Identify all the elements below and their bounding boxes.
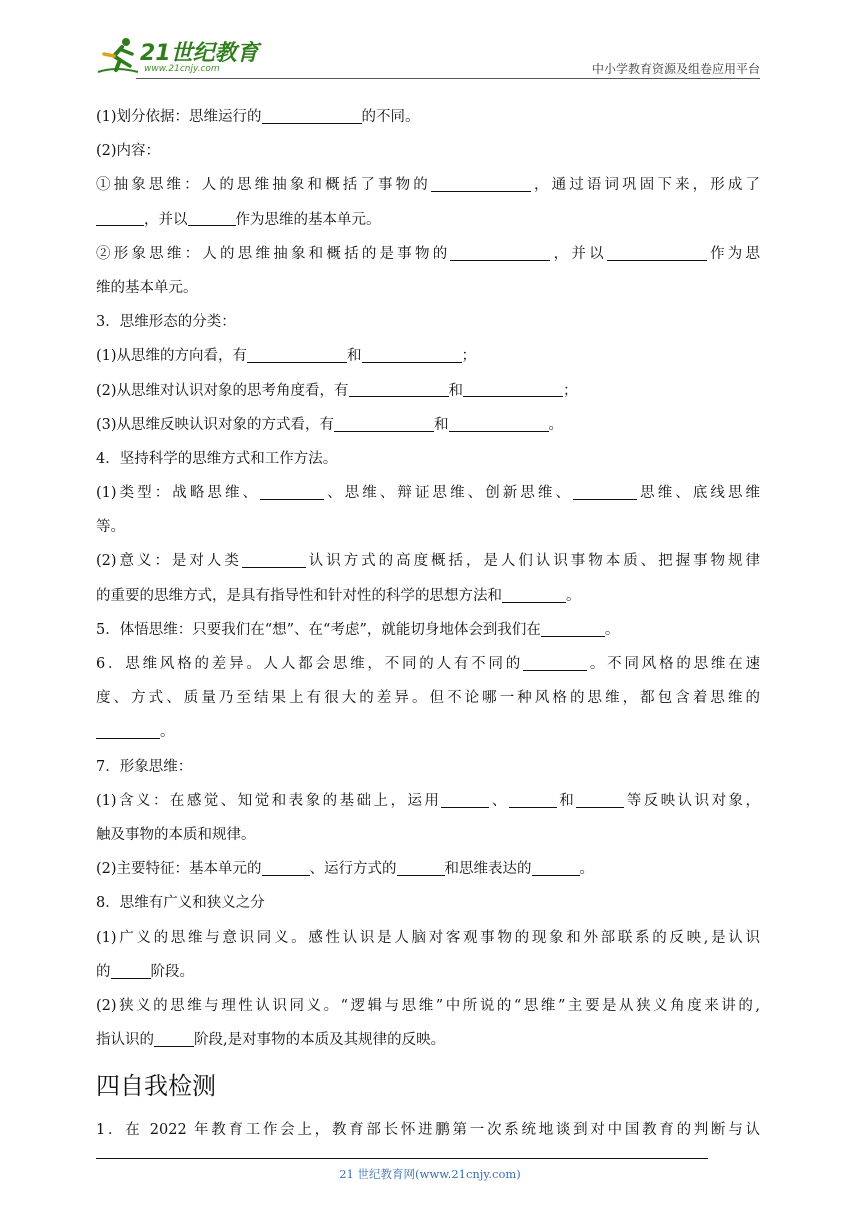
line-text: (1)广义的思维与意识同义。感性认识是人脑对客观事物的现象和外部联系的反映,是认识 [96, 929, 760, 946]
text-line [96, 203, 760, 237]
line-text: ； [563, 382, 578, 399]
runner-logo-icon [96, 36, 140, 76]
text-line [96, 715, 760, 749]
fill-in-blank [431, 175, 531, 193]
text-line [96, 955, 760, 989]
line-text: 的 [96, 963, 111, 980]
text-line [96, 374, 760, 408]
fill-in-blank [509, 790, 557, 808]
text-line [96, 989, 760, 1023]
line-text: (2)狭义的思维与理性认识同义。“逻辑与思维”中所说的“思维”主要是从狭义角度来讲的, [96, 997, 760, 1014]
page-header [96, 30, 760, 82]
knowledge-lines [96, 100, 760, 1057]
fill-in-blank [502, 585, 566, 603]
fill-in-blank [247, 346, 347, 364]
fill-in-blank [260, 482, 324, 500]
line-text: 和思维表达的 [444, 861, 532, 878]
fill-in-blank [449, 414, 549, 432]
line-text: ，通过语词巩固下来，形成了 [530, 177, 760, 194]
line-text: 阶段,是对事物的本质及其规律的反映。 [194, 1032, 446, 1049]
line-text: 。 [566, 587, 581, 604]
fill-in-blank [573, 482, 637, 500]
fill-in-blank [362, 346, 462, 364]
header-divider [136, 78, 760, 79]
footer-divider [96, 1158, 708, 1159]
text-line [96, 237, 760, 271]
text-line [96, 510, 760, 544]
fill-in-blank [463, 380, 563, 398]
fill-in-blank [262, 106, 362, 124]
line-text: 。 [579, 861, 595, 878]
line-text: (3)从思维反映认识对象的方式看，有 [96, 416, 335, 433]
line-text: 维的基本单元。 [96, 279, 198, 296]
fill-in-blank [541, 619, 605, 637]
logo-url: www.21cnjy.com [144, 64, 220, 74]
line-text: 思维、底线思维 [637, 485, 761, 502]
line-text: 的不同。 [361, 109, 420, 125]
fill-in-blank [188, 209, 236, 227]
text-line [96, 579, 760, 613]
text-line [96, 1023, 760, 1057]
fill-in-blank [154, 1029, 194, 1047]
line-text: (2)意义：是对人类 [96, 553, 242, 570]
fill-in-blank [96, 209, 144, 227]
line-text: 、运行方式的 [309, 861, 397, 878]
fill-in-blank [450, 243, 550, 261]
fill-in-blank [111, 961, 151, 979]
line-text: 和 [347, 348, 362, 365]
line-text: (1)从思维的方向看，有 [96, 348, 248, 365]
line-text: 6．思维风格的差异。人人都会思维，不同的人有不同的 [96, 656, 524, 672]
section-heading: 四自我检测 [96, 1072, 216, 1101]
line-text: 和 [434, 416, 449, 433]
text-line [96, 544, 760, 578]
line-text: 作为思维的基本单元。 [235, 211, 381, 228]
text-line [96, 271, 760, 305]
line-text: (1)类型：战略思维、 [96, 485, 261, 502]
text-line [96, 613, 760, 647]
line-text: 和 [556, 792, 577, 809]
line-text: (2)主要特征：基本单元的 [96, 861, 262, 878]
text-line [96, 681, 760, 715]
text-line [96, 784, 760, 818]
line-text: 1．在 2022 年教育工作会上，教育部长怀进鹏第一次系统地谈到对中国教育的判断与认 [96, 1122, 760, 1139]
fill-in-blank [607, 243, 707, 261]
fill-in-blank [532, 858, 580, 876]
fill-in-blank [441, 790, 489, 808]
line-text: 触及事物的本质和规律。 [96, 826, 256, 843]
line-text: 。 [160, 724, 175, 741]
line-text: 和 [448, 382, 464, 399]
fill-in-blank [349, 380, 449, 398]
line-text: (1)含义：在感觉、知觉和表象的基础上，运用 [96, 792, 442, 809]
line-text: 指认识的 [96, 1032, 154, 1049]
text-line [96, 305, 760, 339]
line-text: 的重要的思维方式，是具有指导性和针对性的科学的思想方法和 [96, 587, 502, 604]
text-line [96, 921, 760, 955]
line-text: 、 [489, 792, 509, 809]
text-line [96, 168, 760, 202]
text-line [96, 750, 760, 784]
line-text: (1)划分依据：思维运行的 [96, 109, 262, 125]
line-text: ，并以 [550, 245, 607, 262]
text-line [96, 647, 760, 681]
line-text: 作为思 [706, 245, 761, 262]
text-line [96, 476, 760, 510]
text-line [96, 818, 760, 852]
text-line [96, 100, 760, 134]
line-text: ； [461, 348, 477, 365]
header-platform-name: 中小学教育资源及组卷应用平台 [591, 62, 760, 76]
line-text: 阶段。 [150, 963, 194, 980]
line-text: 、思维、辩证思维、创新思维、 [324, 485, 574, 502]
line-text: 度、方式、质量乃至结果上有很大的差异。但不论哪一种风格的思维，都包含着思维的 [96, 690, 760, 707]
line-text: 5．体悟思维：只要我们在“想”、在“考虑”，就能切身地体会到我们在 [96, 621, 541, 638]
site-logo [96, 36, 266, 80]
text-line [96, 1113, 760, 1147]
line-text: 8．思维有广义和狭义之分 [96, 895, 265, 912]
line-text: 。 [548, 416, 564, 433]
text-line [96, 442, 760, 476]
line-text: 。不同风格的思维在速 [587, 656, 760, 672]
line-text: ②形象思维：人的思维抽象和概括的是事物的 [96, 245, 451, 262]
fill-in-blank [334, 414, 434, 432]
text-line [96, 408, 760, 442]
document-body [96, 100, 760, 1147]
fill-in-blank [397, 858, 445, 876]
line-text: 7．形象思维： [96, 758, 193, 775]
fill-in-blank [96, 722, 160, 740]
text-line [96, 886, 760, 920]
line-text: 4．坚持科学的思维方式和工作方法。 [96, 450, 338, 467]
footer-source: 21 世纪教育网(www.21cnjy.com) [339, 1167, 521, 1181]
line-text: ，并以 [144, 211, 188, 228]
line-text: ①抽象思维：人的思维抽象和概括了事物的 [96, 177, 431, 194]
fill-in-blank [576, 790, 624, 808]
line-text: 等反映认识对象， [624, 792, 761, 809]
line-text: 认识方式的高度概括，是人们认识事物本质、把握事物规律 [305, 553, 760, 570]
line-text: (2)内容： [96, 143, 161, 160]
fill-in-blank [242, 551, 306, 569]
text-line [96, 134, 760, 168]
text-line [96, 852, 760, 886]
logo-title: 21世纪教育 [140, 41, 259, 66]
line-text: 3．思维形态的分类： [96, 314, 236, 331]
fill-in-blank [262, 858, 310, 876]
line-text: (2)从思维对认识对象的思考角度看，有 [96, 382, 349, 399]
line-text: 等。 [96, 519, 125, 536]
text-line [96, 339, 760, 373]
line-text: 。 [604, 621, 620, 638]
fill-in-blank [523, 653, 587, 671]
exercise-lines [96, 1113, 760, 1147]
